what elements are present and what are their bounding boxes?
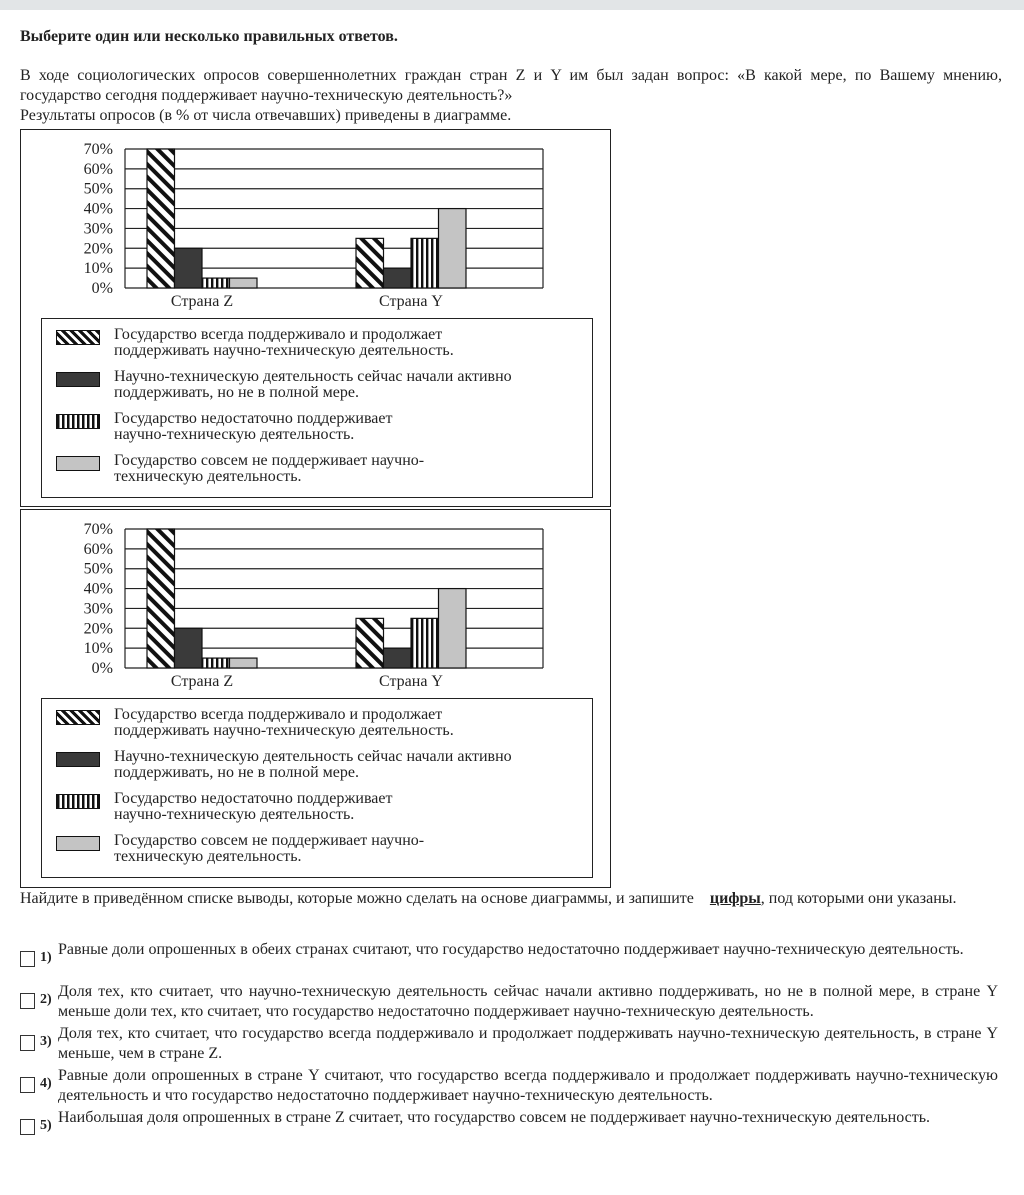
answer-checkbox-5[interactable] [20,1119,35,1135]
chart-figure-1 [20,129,611,507]
y-tick-label: 20% [83,620,113,638]
legend-label: Государство совсем не поддерживает научно- техническую деятельность. [114,452,425,485]
bar-chart-1 [21,130,610,310]
legend-swatch-always-supported [56,330,100,345]
legend-item-insufficient [56,791,584,823]
legend-label: Государство недостаточно поддерживает научно-техническую деятельность. [114,790,393,823]
y-tick-label: 10% [83,640,113,658]
bar-z-insufficient [202,658,230,668]
y-tick-label: 50% [83,560,113,578]
y-tick-label: 70% [83,141,113,158]
bar-chart-2 [21,510,610,690]
answer-text: Доля тех, кто считает, что научно-техническую деятельность сейчас начали активно поддерживать, но не в полной мере, в стране Y меньше доли тех, кто считает, что государство недостаточно поддерживает научно-техническую деятельность. [58,983,998,1020]
chart-legend-2 [41,698,593,878]
task-text-after: , под которыми они указаны. [760,890,957,907]
bar-z-not-supported [230,278,258,288]
y-tick-label: 30% [83,600,113,618]
answer-text: Доля тех, кто считает, что государство всегда поддерживало и продолжает поддерживать научно-техническую деятельность, в стране Y меньше, чем в стране Z. [58,1025,998,1062]
answer-option-1 [20,940,1002,967]
legend-item-actively-started [56,369,584,401]
answer-number: 3) [40,1034,52,1049]
legend-swatch-insufficient [56,414,100,429]
answer-checkbox-4[interactable] [20,1077,35,1093]
legend-item-always-supported [56,327,584,359]
bar-y-not-supported [439,209,467,288]
answer-checkbox-2[interactable] [20,993,35,1009]
answer-option-3 [20,1024,1002,1064]
legend-item-not-supported [56,833,584,865]
legend-label: Государство всегда поддерживало и продолжает поддерживать научно-техническую деятельность. [114,706,454,739]
instruction: Выберите один или несколько правильных ответов. [20,28,398,45]
answer-text: Наибольшая доля опрошенных в стране Z считает, что государство совсем не поддерживает научно-техническую деятельность. [58,1109,931,1126]
legend-swatch-actively-started [56,372,100,387]
legend-swatch-actively-started [56,752,100,767]
y-tick-label: 20% [83,240,113,258]
bar-z-actively-started [175,628,203,668]
bar-z-not-supported [230,658,258,668]
answer-number: 4) [40,1076,52,1091]
answer-number: 1) [40,950,52,965]
y-tick-label: 70% [83,521,113,538]
legend-label: Научно-техническую деятельность сейчас начали активно поддерживать, но не в полной мере. [114,748,512,781]
bar-z-insufficient [202,278,230,288]
bar-y-always-supported [356,618,384,668]
y-tick-label: 30% [83,220,113,238]
legend-item-always-supported [56,707,584,739]
intro-question: В ходе социологических опросов совершеннолетних граждан стран Z и Y им был задан вопрос: «В какой мере, по Вашему мнению, государство сегодня поддерживает научно-техническую деятельность?» [20,67,1002,104]
y-tick-label: 10% [83,260,113,278]
y-tick-label: 40% [83,200,113,218]
answer-number: 2) [40,992,52,1007]
answer-text: Равные доли опрошенных в стране Y считают, что государство всегда поддерживало и продолжает поддерживать научно-техническую деятельность и что государство недостаточно поддерживает научно-техническую деятельность. [58,1067,998,1104]
task-text [20,888,1002,910]
y-tick-label: 0% [91,280,113,297]
legend-label: Государство недостаточно поддерживает научно-техническую деятельность. [114,410,393,443]
bar-y-insufficient [411,238,439,288]
task-text-before: Найдите в приведённом списке выводы, которые можно сделать на основе диаграммы, и запишите [20,890,694,907]
legend-swatch-not-supported [56,456,100,471]
answer-checkbox-1[interactable] [20,951,35,967]
legend-item-not-supported [56,453,584,485]
answer-checkbox-3[interactable] [20,1035,35,1051]
task-text-emphasis: цифры [709,890,761,907]
intro-text [20,66,1002,126]
legend-label: Государство всегда поддерживало и продолжает поддерживать научно-техническую деятельность. [114,326,454,359]
bar-z-always-supported [147,149,175,288]
bar-z-actively-started [175,248,203,288]
bar-y-always-supported [356,238,384,288]
legend-label: Научно-техническую деятельность сейчас начали активно поддерживать, но не в полной мере. [114,368,512,401]
y-tick-label: 50% [83,180,113,198]
bar-y-not-supported [439,589,467,668]
answer-option-5 [20,1108,1002,1135]
y-tick-label: 40% [83,580,113,598]
y-tick-label: 60% [83,160,113,178]
x-category-label: Страна Z [170,673,234,690]
legend-swatch-not-supported [56,836,100,851]
x-category-label: Страна Z [170,293,234,310]
x-category-label: Страна Y [379,293,443,310]
y-tick-label: 60% [83,540,113,558]
chart-figure-2 [20,509,611,888]
answer-text: Равные доли опрошенных в обеих странах считают, что государство недостаточно поддерживает научно-техническую деятельность. [58,941,964,958]
bar-z-always-supported [147,529,175,668]
chart-legend-1 [41,318,593,498]
answer-number: 5) [40,1118,52,1133]
x-category-label: Страна Y [379,673,443,690]
bar-y-insufficient [411,618,439,668]
y-tick-label: 0% [91,660,113,677]
bar-y-actively-started [384,268,412,288]
answer-option-4 [20,1066,1002,1106]
answer-option-2 [20,982,1002,1022]
legend-swatch-always-supported [56,710,100,725]
bar-y-actively-started [384,648,412,668]
legend-item-insufficient [56,411,584,443]
legend-swatch-insufficient [56,794,100,809]
legend-label: Государство совсем не поддерживает научно- техническую деятельность. [114,832,425,865]
intro-results-note: Результаты опросов (в % от числа отвечавших) приведены в диаграмме. [20,107,512,124]
legend-item-actively-started [56,749,584,781]
top-bar [0,0,1024,10]
